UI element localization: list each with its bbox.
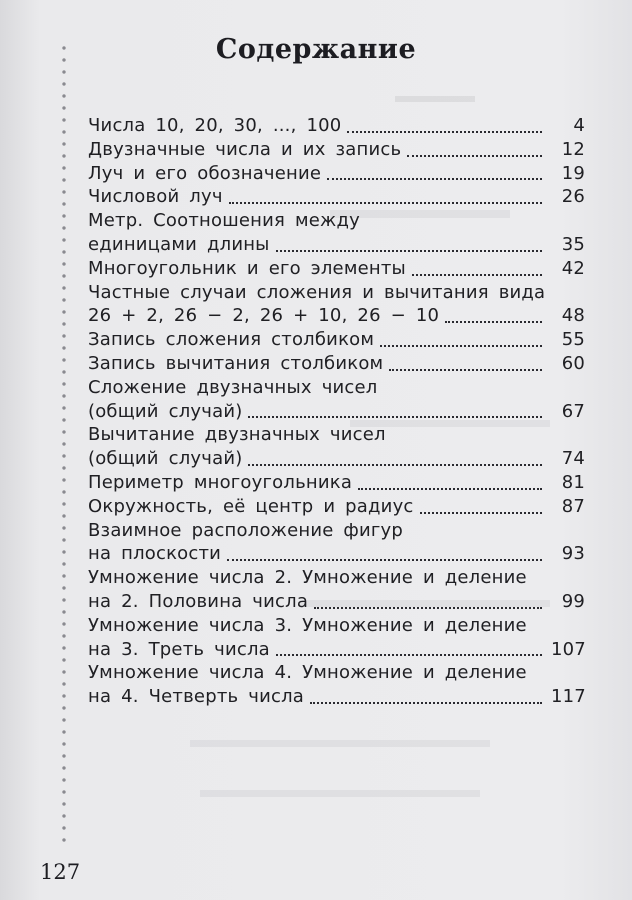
toc-page-number: 35: [561, 233, 585, 255]
toc-entry-line: [88, 519, 585, 543]
toc-entry-line: [88, 114, 585, 138]
toc-entry-line: [88, 471, 585, 495]
toc-entry: [88, 281, 585, 329]
toc-page-number: 19: [561, 162, 585, 184]
toc-entry-line: [88, 162, 585, 186]
dot-leader: [389, 369, 542, 371]
toc-entry-title: Запись сложения столбиком: [88, 329, 375, 351]
toc-page-number: 42: [561, 257, 585, 279]
toc-entry: [88, 519, 585, 567]
toc-entry-line: [88, 495, 585, 519]
toc-entry-title: Умножение числа 3. Умножение и деление: [88, 614, 527, 636]
toc-page-number: 67: [561, 400, 585, 422]
toc-entry-line: [88, 423, 585, 447]
toc-entry: [88, 423, 585, 471]
toc-page-number: 93: [561, 543, 585, 565]
toc-entry-title: Многоугольник и его элементы: [88, 257, 406, 279]
toc-page-number: 60: [561, 352, 585, 374]
toc-page-number: 81: [561, 471, 585, 493]
dot-leader: [310, 702, 542, 704]
toc-page-number: 48: [561, 305, 585, 327]
dot-leader: [248, 416, 542, 418]
toc-entry: [88, 162, 585, 186]
toc-page-number: 26: [561, 186, 585, 208]
toc-entry: [88, 471, 585, 495]
toc-entry-line: [88, 281, 585, 305]
dot-leader: [248, 464, 542, 466]
toc-entry-title: на плоскости: [88, 543, 222, 565]
dot-leader: [314, 607, 542, 609]
dot-leader: [420, 512, 542, 514]
dot-leader: [276, 250, 542, 252]
toc-page-number: 87: [561, 495, 585, 517]
toc-entry-line: [88, 209, 585, 233]
dot-leader: [276, 654, 542, 656]
toc-entry-line: [88, 638, 585, 662]
toc-entry: [88, 352, 585, 376]
toc-entry-line: [88, 590, 585, 614]
dot-leader: [327, 178, 542, 180]
toc-entry-line: [88, 233, 585, 257]
toc-entry-title: Взаимное расположение фигур: [88, 519, 404, 541]
toc-page-number: 117: [551, 686, 586, 708]
toc-entry-line: [88, 376, 585, 400]
toc-entry-title: на 3. Треть числа: [88, 638, 270, 660]
dot-leader: [380, 345, 542, 347]
toc-entry-title: Окружность, её центр и радиус: [88, 495, 414, 517]
dot-leader: [347, 131, 542, 133]
dot-leader: [229, 202, 542, 204]
toc-entry: [88, 566, 585, 614]
toc-entry: [88, 138, 585, 162]
toc-entry: [88, 376, 585, 424]
toc-entry-title: единицами длины: [88, 233, 270, 255]
toc-entry: [88, 257, 585, 281]
toc-entry-title: Умножение числа 4. Умножение и деление: [88, 662, 527, 684]
toc-page-number: 55: [561, 329, 585, 351]
toc-page-number: 99: [561, 590, 585, 612]
toc-page-number: 12: [561, 138, 585, 160]
dot-leader: [407, 155, 542, 157]
toc-entry-line: [88, 661, 585, 685]
toc-entry-line: [88, 328, 585, 352]
dot-leader: [445, 321, 542, 323]
toc-entry: [88, 209, 585, 257]
page-number: 127: [40, 860, 81, 884]
toc-entry-title: Частные случаи сложения и вычитания вида: [88, 281, 546, 303]
toc-entry-line: [88, 185, 585, 209]
toc-entry-title: Периметр многоугольника: [88, 471, 353, 493]
toc-entry-line: [88, 685, 585, 709]
table-of-contents: [88, 114, 585, 709]
toc-entry-line: [88, 400, 585, 424]
toc-entry-line: [88, 566, 585, 590]
toc-entry-title: на 4. Четверть числа: [88, 686, 305, 708]
toc-entry-title: Умножение числа 2. Умножение и деление: [88, 567, 527, 589]
toc-entry-title: Числа 10, 20, 30, ..., 100: [88, 115, 342, 136]
toc-entry-title: Двузначные числа и их запись: [88, 138, 402, 160]
toc-entry-line: [88, 447, 585, 471]
toc-entry-line: [88, 304, 585, 328]
toc-entry: [88, 661, 585, 709]
toc-entry-title: Сложение двузначных чисел: [88, 376, 378, 398]
toc-entry: [88, 614, 585, 662]
margin-dot-column: [62, 42, 66, 846]
toc-entry-title: на 2. Половина числа: [88, 590, 309, 612]
toc-entry: [88, 328, 585, 352]
toc-entry-title: (общий случай): [88, 400, 243, 422]
toc-entry-line: [88, 257, 585, 281]
toc-entry-title: Запись вычитания столбиком: [88, 352, 384, 374]
toc-page-number: 107: [551, 638, 586, 660]
dot-leader: [227, 559, 542, 561]
dot-leader: [412, 274, 542, 276]
toc-entry-line: [88, 614, 585, 638]
toc-entry-title: Числовой луч: [88, 186, 223, 208]
toc-entry-title: Метр. Соотношения между: [88, 210, 360, 232]
toc-entry: [88, 495, 585, 519]
toc-page-number: 4: [573, 115, 585, 136]
toc-entry: [88, 114, 585, 138]
dot-leader: [358, 488, 542, 490]
toc-entry-line: [88, 542, 585, 566]
toc-entry-title: Вычитание двузначных чисел: [88, 424, 386, 446]
toc-entry-line: [88, 138, 585, 162]
page-title: Содержание: [215, 34, 417, 65]
toc-entry-title: 26 + 2, 26 − 2, 26 + 10, 26 − 10: [88, 305, 440, 327]
toc-page-number: 74: [561, 448, 585, 470]
toc-entry: [88, 185, 585, 209]
toc-entry-line: [88, 352, 585, 376]
toc-entry-title: Луч и его обозначение: [88, 162, 322, 184]
toc-entry-title: (общий случай): [88, 448, 243, 470]
